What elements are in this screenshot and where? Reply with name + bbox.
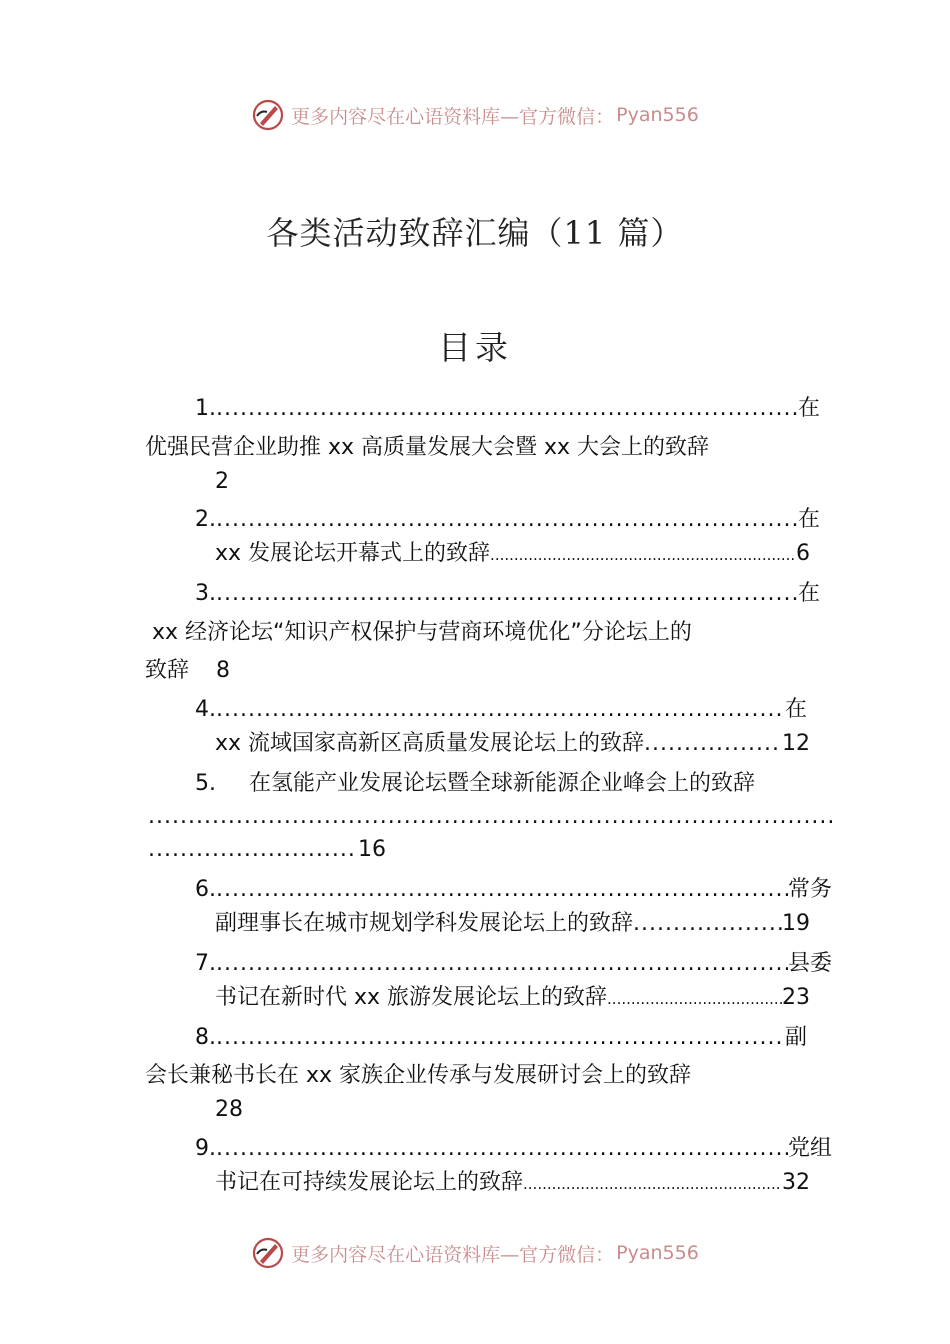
toc-leader-dots bbox=[216, 392, 798, 426]
pen-logo-icon bbox=[251, 1236, 285, 1270]
toc-entry-lead: 在 bbox=[784, 697, 807, 722]
toc-entry-page: 23 bbox=[782, 985, 810, 1010]
toc-entry-4-header[interactable] bbox=[195, 693, 807, 727]
toc-entry-8-page: 28 bbox=[215, 1097, 243, 1122]
toc-leader-dots bbox=[633, 907, 782, 941]
toc-entry-number: 3. bbox=[195, 581, 216, 606]
toc-entry-5-page-row[interactable] bbox=[148, 833, 408, 867]
toc-entry-page: 6 bbox=[796, 541, 810, 566]
document-title: 各类活动致辞汇编（11 篇） bbox=[266, 214, 684, 252]
toc-entry-page: 16 bbox=[358, 837, 386, 862]
toc-entry-9-title-row[interactable] bbox=[215, 1166, 810, 1201]
toc-leader-dots bbox=[148, 833, 358, 867]
toc-entry-number: 4. bbox=[195, 697, 216, 722]
toc-entry-3-title[interactable]: xx 经济论坛“知识产权保护与营商环境优化”分论坛上的 bbox=[152, 620, 692, 645]
toc-entry-number: 1. bbox=[195, 396, 216, 421]
watermark-footer bbox=[0, 1233, 950, 1273]
toc-entry-3-header[interactable] bbox=[195, 577, 820, 611]
toc-entry-page: 32 bbox=[782, 1170, 810, 1195]
toc-leader-dots bbox=[216, 503, 798, 537]
toc-entry-number: 9. bbox=[195, 1136, 216, 1161]
toc-entry-3-title-cont[interactable] bbox=[145, 654, 230, 688]
toc-entry-lead: 在 bbox=[797, 396, 820, 421]
watermark-id: Pyan556 bbox=[616, 104, 699, 126]
toc-heading: 目录 bbox=[438, 328, 512, 367]
toc-entry-lead: 在 bbox=[797, 507, 820, 532]
toc-entry-2-title-row[interactable] bbox=[215, 537, 810, 572]
toc-entry-title: 在氢能产业发展论坛暨全球新能源企业峰会上的致辞 bbox=[249, 771, 756, 796]
toc-entry-title: 副理事长在城市规划学科发展论坛上的致辞 bbox=[215, 911, 634, 936]
toc-entry-6-header[interactable] bbox=[195, 873, 832, 907]
toc-entry-number: 2. bbox=[195, 507, 216, 532]
toc-entry-7-header[interactable] bbox=[195, 947, 832, 981]
toc-entry-1-page: 2 bbox=[215, 469, 229, 494]
toc-entry-title: xx 发展论坛开幕式上的致辞 bbox=[215, 541, 491, 566]
toc-entry-number: 6. bbox=[195, 877, 216, 902]
toc-entry-6-title-row[interactable] bbox=[215, 907, 810, 941]
toc-entry-8-title[interactable]: 会长兼秘书长在 xx 家族企业传承与发展研讨会上的致辞 bbox=[145, 1063, 692, 1088]
toc-entry-title: 书记在可持续发展论坛上的致辞 bbox=[215, 1170, 524, 1195]
watermark-id: Pyan556 bbox=[616, 1242, 699, 1264]
toc-entry-page: 19 bbox=[782, 911, 810, 936]
toc-leader-dots bbox=[644, 727, 782, 761]
toc-leader-dots bbox=[490, 538, 796, 572]
toc-leader-dots bbox=[216, 577, 798, 611]
toc-entry-2-header[interactable] bbox=[195, 503, 820, 537]
toc-entry-title: 致辞 bbox=[145, 658, 190, 683]
toc-entry-5-header[interactable] bbox=[195, 767, 755, 801]
toc-entry-page: 12 bbox=[782, 731, 810, 756]
toc-entry-7-title-row[interactable] bbox=[215, 981, 810, 1016]
toc-entry-lead: 副 bbox=[784, 1025, 807, 1050]
toc-entry-lead: 在 bbox=[797, 581, 820, 606]
toc-entry-number: 5. bbox=[195, 771, 216, 796]
toc-entry-1-title[interactable]: 优强民营企业助推 xx 高质量发展大会暨 xx 大会上的致辞 bbox=[145, 435, 710, 460]
toc-leader-dots bbox=[216, 947, 788, 981]
watermark-text: 更多内容尽在心语资料库—官方微信： bbox=[291, 1243, 615, 1266]
toc-leader-dots bbox=[148, 800, 836, 834]
toc-leader-dots bbox=[523, 1167, 782, 1201]
toc-entry-title: 书记在新时代 xx 旅游发展论坛上的致辞 bbox=[215, 985, 608, 1010]
toc-leader-dots bbox=[216, 1021, 785, 1055]
toc-entry-lead: 常务 bbox=[787, 877, 832, 902]
pen-logo-icon bbox=[251, 98, 285, 132]
watermark-header bbox=[0, 95, 950, 135]
toc-leader-dots bbox=[216, 1132, 788, 1166]
toc-entry-title: xx 流域国家高新区高质量发展论坛上的致辞 bbox=[215, 731, 645, 756]
toc-entry-number: 8. bbox=[195, 1025, 216, 1050]
watermark-text: 更多内容尽在心语资料库—官方微信： bbox=[291, 105, 615, 128]
toc-entry-8-header[interactable] bbox=[195, 1021, 807, 1055]
toc-leader-dots bbox=[216, 873, 788, 907]
toc-entry-4-title-row[interactable] bbox=[215, 727, 810, 761]
toc-entry-lead: 党组 bbox=[787, 1136, 832, 1161]
toc-entry-page: 8 bbox=[216, 658, 231, 683]
toc-leader-dots bbox=[216, 693, 785, 727]
toc-entry-lead: 县委 bbox=[787, 951, 832, 976]
toc-leader-dots bbox=[607, 982, 782, 1016]
toc-entry-number: 7. bbox=[195, 951, 216, 976]
toc-entry-1-header[interactable] bbox=[195, 392, 820, 426]
toc-entry-9-header[interactable] bbox=[195, 1132, 832, 1166]
